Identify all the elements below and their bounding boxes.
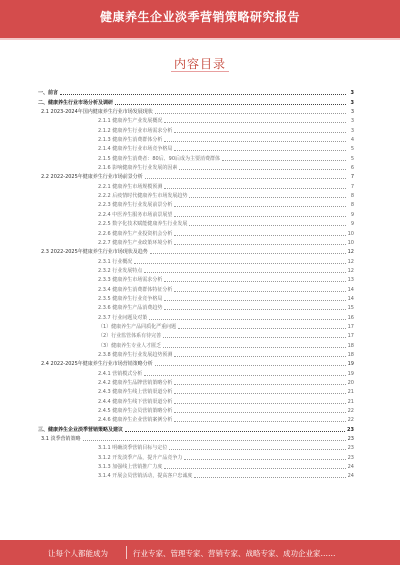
footer-slogan: 让每个人都能成为 — [48, 549, 108, 558]
toc-dot-leader — [194, 476, 345, 478]
toc-entry-title: 2.2.4 中医养生服务市场前景展望 — [98, 211, 173, 218]
toc-dot-leader — [174, 131, 346, 133]
toc-dot-leader — [150, 252, 346, 254]
toc-entry-title: 2.4.1 营销模式分析 — [98, 370, 143, 377]
toc-page-number: 19 — [347, 361, 354, 368]
toc-entry-title: （1）健康养生产品同质化严重问题 — [98, 323, 177, 330]
toc-entry[interactable] — [38, 190, 354, 199]
toc-dot-leader — [144, 271, 345, 273]
toc-page-number: 5 — [350, 155, 354, 162]
toc-entry[interactable] — [38, 311, 354, 320]
toc-entry[interactable] — [38, 199, 354, 208]
toc-entry-title: （3）健康养生专业人才匮乏 — [98, 342, 162, 349]
toc-entry-title: 2.3.1 行业概况 — [98, 258, 133, 265]
toc-dot-leader — [125, 430, 345, 432]
toc-entry-title: 2.2 2022-2025年健康养生行业市场前景分析 — [41, 174, 143, 181]
report-header — [0, 0, 400, 38]
toc-page-number: 3 — [350, 109, 354, 116]
toc-page-number: 18 — [347, 351, 354, 358]
toc-dot-leader — [144, 374, 345, 376]
toc-entry[interactable] — [38, 124, 354, 133]
toc-page-number: 10 — [347, 230, 354, 237]
toc-dot-leader — [169, 448, 345, 450]
toc-heading-underline — [171, 71, 229, 72]
toc-page-number: 4 — [350, 137, 354, 144]
toc-dot-leader — [155, 364, 346, 366]
toc-entry[interactable] — [38, 143, 354, 152]
toc-page-number: 20 — [347, 380, 354, 386]
toc-entry-title: 2.1.1 健康养生产业发展概况 — [98, 118, 163, 125]
toc-page-number: 16 — [347, 314, 354, 321]
toc-dot-leader — [174, 234, 345, 236]
toc-entry[interactable] — [38, 358, 354, 367]
toc-page-number: 12 — [347, 258, 354, 265]
toc-entry-title: 2.4 2022-2025年健康养生行业市场营销策略分析 — [41, 361, 153, 368]
toc-entry-title: 3.1.1 明确淡季营销目标与定位 — [98, 445, 168, 452]
toc-page-number: 5 — [350, 146, 354, 153]
header-divider — [0, 38, 400, 40]
toc-dot-leader — [174, 290, 345, 292]
toc-dot-leader — [184, 458, 345, 460]
toc-entry[interactable] — [38, 339, 354, 348]
toc-dot-leader — [83, 439, 346, 441]
toc-page-number: 9 — [350, 211, 354, 218]
toc-page-number: 24 — [347, 464, 354, 471]
toc-page-number: 17 — [347, 333, 354, 340]
toc-page-number: 22 — [347, 417, 354, 424]
toc-dot-leader — [149, 318, 345, 320]
toc-dot-leader — [174, 420, 345, 422]
toc-entry[interactable] — [38, 180, 354, 189]
toc-entry[interactable] — [38, 255, 354, 264]
toc-entry-title: 2.2.2 后疫情时代健康养生市场发展趋势 — [98, 193, 188, 200]
toc-entry[interactable] — [38, 283, 354, 292]
toc-entry-title: 2.3.2 行业发展特点 — [98, 267, 143, 274]
toc-dot-leader — [164, 467, 345, 469]
toc-entry-title: 2.4.3 健康养生线上营销渠道分析 — [98, 389, 173, 396]
toc-page-number: 13 — [347, 277, 354, 284]
toc-dot-leader — [174, 149, 346, 151]
toc-dot-leader — [164, 140, 346, 142]
toc-dot-leader — [164, 308, 345, 310]
toc-dot-leader — [115, 103, 346, 105]
toc-dot-leader — [164, 187, 346, 189]
toc-page-number: 14 — [347, 286, 354, 293]
toc-entry-title: 2.3 2022-2025年健康养生行业市场现状及趋势 — [41, 249, 148, 256]
toc-entry[interactable] — [38, 367, 354, 376]
toc-page-number: 7 — [350, 183, 354, 190]
report-title: 健康养生企业淡季营销策略研究报告 — [99, 10, 300, 24]
toc-page-number: 23 — [347, 436, 354, 443]
toc-dot-leader — [174, 383, 345, 385]
toc-entry-title: 3.1 淡季营销策略 — [41, 436, 81, 443]
toc-entry[interactable] — [38, 106, 354, 115]
toc-dot-leader — [178, 327, 345, 329]
toc-entry-title: 2.3.3 健康养生市场需求分析 — [98, 277, 163, 284]
toc-entry-title: 2.3.5 健康养生行业竞争格局 — [98, 295, 163, 302]
table-of-contents — [38, 87, 354, 479]
toc-entry-title: 2.1 2023-2024年国内健康养生行业市场发展现状 — [41, 109, 153, 116]
toc-entry-title: 2.1.3 健康养生消费群体分析 — [98, 137, 163, 144]
toc-entry[interactable] — [38, 152, 354, 161]
toc-page-number: 17 — [347, 323, 354, 330]
toc-entry-title: 2.2.5 数字化技术赋能健康养生行业发展 — [98, 221, 188, 228]
toc-dot-leader — [174, 392, 345, 394]
toc-page-number: 10 — [347, 239, 354, 246]
toc-entry-title: 2.4.6 健康养生企业营销案例分析 — [98, 417, 173, 424]
toc-entry[interactable] — [38, 470, 354, 479]
toc-page-number: 23 — [347, 454, 354, 461]
toc-entry[interactable] — [38, 377, 354, 386]
toc-entry[interactable] — [38, 386, 354, 395]
toc-entry[interactable] — [38, 237, 354, 246]
toc-entry-title: 2.2.6 健康养生产业投资机会分析 — [98, 230, 173, 237]
toc-entry-title: 2.3.6 健康养生产品消费趋势 — [98, 305, 163, 312]
toc-dot-leader — [189, 196, 346, 198]
toc-page-number: 23 — [347, 445, 354, 452]
toc-page-number: 8 — [350, 202, 354, 209]
toc-entry[interactable] — [38, 162, 354, 171]
toc-entry[interactable] — [38, 134, 354, 143]
toc-dot-leader — [174, 205, 346, 207]
toc-page-number: 24 — [347, 473, 354, 480]
toc-entry-title: 3.1.2 开发淡季产品，提升产品竞争力 — [98, 454, 183, 461]
toc-page-number: 12 — [347, 267, 354, 274]
toc-dot-leader — [174, 355, 345, 357]
toc-entry[interactable] — [38, 330, 354, 339]
toc-entry[interactable] — [38, 405, 354, 414]
toc-entry[interactable] — [38, 208, 354, 217]
toc-dot-leader — [174, 215, 346, 217]
toc-entry-title: （2）行业监管体系有待完善 — [98, 333, 162, 340]
footer-tagline: 行业专家、管理专家、营销专家、战略专家、成功企业家…… — [133, 549, 336, 558]
toc-page-number: 23 — [347, 426, 354, 433]
toc-entry[interactable] — [38, 246, 354, 255]
toc-page-number: 21 — [347, 389, 354, 396]
toc-entry-title: 一、前言 — [38, 90, 59, 97]
toc-dot-leader — [164, 280, 345, 282]
toc-entry-title: 3.1.4 开展会员营销活动，提高客户忠诚度 — [98, 473, 193, 480]
toc-entry-title: 三、健康养生企业淡季营销策略及建议 — [38, 426, 124, 433]
toc-dot-leader — [179, 168, 346, 170]
toc-heading: 内容目录 — [173, 57, 226, 71]
toc-entry-title: 2.4.5 健康养生会员营销策略分析 — [98, 408, 173, 415]
toc-page-number: 9 — [350, 221, 354, 228]
toc-entry-title: 2.2.1 健康养生市场规模预测 — [98, 183, 163, 190]
footer-divider — [126, 546, 127, 559]
toc-entry[interactable] — [38, 171, 354, 180]
toc-entry-title: 2.1.6 影响健康养生行业发展的因素 — [98, 165, 178, 172]
toc-page-number: 12 — [347, 249, 354, 256]
toc-dot-leader — [164, 121, 346, 123]
toc-entry-title: 2.1.5 健康养生消费者：80后、90后成为主要消费群体 — [98, 155, 221, 162]
toc-entry-title: 2.4.4 健康养生线下营销渠道分析 — [98, 398, 173, 405]
toc-page-number: 3 — [350, 127, 354, 134]
toc-entry[interactable] — [38, 302, 354, 311]
toc-dot-leader — [145, 177, 346, 179]
toc-dot-leader — [163, 336, 345, 338]
toc-dot-leader — [134, 262, 345, 264]
toc-entry[interactable] — [38, 115, 354, 124]
toc-entry-title: 2.3.7 行业问题及对策 — [98, 314, 148, 321]
toc-entry[interactable] — [38, 414, 354, 423]
toc-entry[interactable] — [38, 433, 354, 442]
toc-entry-title: 2.3.4 健康养生消费群体特征分析 — [98, 286, 173, 293]
toc-entry[interactable] — [38, 321, 354, 330]
toc-page-number: 6 — [350, 165, 354, 172]
toc-entry[interactable] — [38, 87, 354, 96]
toc-entry-title: 2.4.2 健康养生品牌营销策略分析 — [98, 380, 173, 386]
toc-entry-title: 3.1.3 加强线上营销推广力度 — [98, 464, 163, 471]
toc-dot-leader — [174, 411, 345, 413]
toc-entry[interactable] — [38, 227, 354, 236]
toc-dot-leader — [164, 299, 345, 301]
toc-entry[interactable] — [38, 96, 354, 105]
toc-dot-leader — [155, 112, 346, 114]
toc-page-number: 3 — [350, 99, 354, 106]
toc-entry[interactable] — [38, 274, 354, 283]
toc-dot-leader — [222, 159, 346, 161]
toc-page-number: 7 — [350, 174, 354, 181]
toc-dot-leader — [174, 402, 345, 404]
toc-entry[interactable] — [38, 395, 354, 404]
toc-dot-leader — [189, 224, 346, 226]
toc-entry[interactable] — [38, 461, 354, 470]
toc-page-number: 3 — [350, 118, 354, 125]
toc-page-number: 8 — [350, 193, 354, 200]
toc-page-number: 15 — [347, 305, 354, 312]
toc-entry-title: 2.3.8 健康养生行业发展趋势预测 — [98, 351, 173, 358]
toc-entry-title: 2.2.3 健康养生行业发展前景分析 — [98, 202, 173, 209]
toc-entry[interactable] — [38, 349, 354, 358]
toc-page-number: 22 — [347, 408, 354, 415]
toc-page-number: 3 — [350, 90, 354, 97]
toc-entry-title: 2.1.4 健康养生行业市场竞争格局 — [98, 146, 173, 153]
toc-page-number: 19 — [347, 370, 354, 377]
toc-entry-title: 2.1.2 健康养生行业市场需求分析 — [98, 127, 173, 134]
toc-entry[interactable] — [38, 218, 354, 227]
toc-entry-title: 2.2.7 健康养生产业政策环境分析 — [98, 239, 173, 246]
toc-page-number: 21 — [347, 398, 354, 405]
toc-entry[interactable] — [38, 265, 354, 274]
toc-page-number: 18 — [347, 342, 354, 349]
toc-dot-leader — [60, 93, 346, 95]
toc-dot-leader — [163, 346, 345, 348]
toc-entry[interactable] — [38, 442, 354, 451]
toc-dot-leader — [174, 243, 345, 245]
toc-entry[interactable] — [38, 293, 354, 302]
toc-entry-title: 二、健康养生行业市场分析及调研 — [38, 99, 114, 106]
toc-page-number: 14 — [347, 295, 354, 302]
toc-entry[interactable] — [38, 423, 354, 432]
toc-entry[interactable] — [38, 451, 354, 460]
report-footer — [0, 540, 400, 565]
